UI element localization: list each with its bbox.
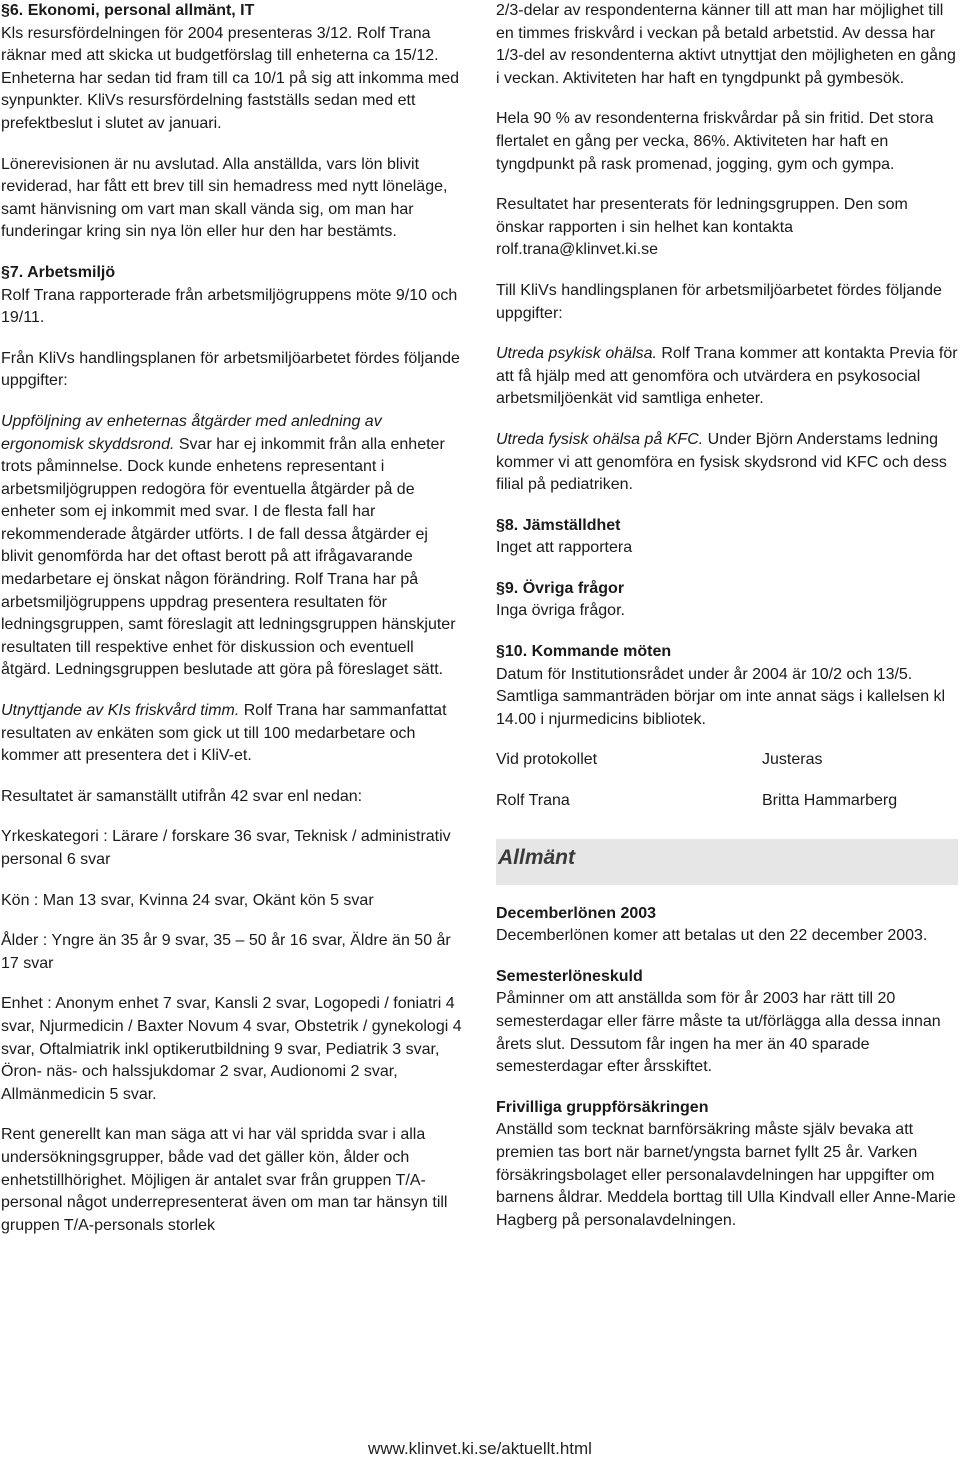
phys-body: Under Björn Anderstams ledning kommer vi att genomföra en fysisk skydsrond vid KFC och dess filial på pediatriken.	[496, 430, 947, 494]
psych-title: Utreda psykisk ohälsa.	[496, 345, 657, 363]
followup-paragraph	[1, 411, 464, 682]
salary-revision-paragraph: Lönerevisionen är nu avslutad. Alla anställda, vars lön blivit reviderad, har fått ett brev till sin hemadress med nytt löneläge, samt hänvisning om vart man skall vända sig, om man har funderingar kring sin nya lön eller hur den har bestämts.	[1, 155, 448, 241]
signature-right-name: Britta Hammarberg	[762, 792, 898, 810]
section-10-heading: §10. Kommande möten	[496, 643, 672, 661]
section-8-body: Inget att rapportera	[496, 539, 633, 557]
footer-url[interactable]: www.klinvet.ki.se/aktuellt.html	[368, 1439, 592, 1458]
december-heading: Decemberlönen 2003	[496, 904, 657, 922]
section-10-body: Datum för Institutionsrådet under år 2004 är 10/2 och 13/5. Samtliga sammanträden börjar om inte annat sägs i kallelsen kl 14.00 i njurmedicins bibliotek.	[496, 665, 946, 728]
survey-category: Yrkeskategori : Lärare / forskare 36 svar, Teknisk / administrativ personal 6 svar	[1, 828, 451, 868]
psych-paragraph	[496, 343, 958, 411]
survey-gender: Kön : Man 13 svar, Kvinna 24 svar, Okänt kön 5 svar	[1, 891, 374, 909]
signature-left-name: Rolf Trana	[496, 792, 570, 810]
section-6-heading: §6. Ekonomi, personal allmänt, IT	[1, 2, 255, 19]
right-column	[496, 0, 958, 1232]
survey-age: Ålder : Yngre än 35 år 9 svar, 35 – 50 år 16 svar, Äldre än 50 år 17 svar	[1, 932, 451, 972]
section-7-heading: §7. Arbetsmiljö	[1, 263, 116, 281]
survey-unit: Enhet : Anonym enhet 7 svar, Kansli 2 svar, Logopedi / foniatri 4 svar, Njurmedicin / Baxter Novum 4 svar, Obstetrik / gynekologi 4 svar, Oftalmiatrik inkl optikerutbildning 9 svar, Pediatrik 3 svar, Öron- näs- och halssjukdomar 2 svar, Audionomi 2 svar, Allmänmedicin 5 svar.	[1, 995, 462, 1103]
insurance-body: Anställd som tecknat barnförsäkring måste själv bevaka att premien tas bort när barnet/yngsta barnet fyllt 25 år. Varken försäkringsbolaget eller personalavdelningen har uppgifter om barnens åldrar. Meddela borttag till Ulla Kindvall eller Anne-Marie Hagberg på personalavdelningen.	[496, 1121, 956, 1229]
wellness-title: Utnyttjande av KIs friskvård timm.	[1, 702, 240, 720]
signature-labels	[496, 749, 958, 772]
survey-spread: Rent generellt kan man säga att vi har väl spridda svar i alla undersökningsgrupper, både vad det gäller kön, ålder och enhetstillhörighet. Möjligen är antalet svar från gruppen T/A-personal något underrepresenterat även om man tar hänsyn till gruppen T/A-personals storlek	[1, 1126, 448, 1234]
section-banner	[496, 839, 958, 885]
section-9-body: Inga övriga frågor.	[496, 602, 625, 620]
followup-body: Svar har ej inkommit från alla enheter trots påminnelse. Dock kunde enhetens representant i arbetsmiljögruppen redogöra för eventuella åtgärder på de enheter som ej inkommit med svar. I de flesta fall har rekommenderade åtgärder utförts. I de fall dessa åtgärder ej blivit genomförda har det oftast berott på att ifrågavarande medarbetare ej önskat någon förändring. Rolf Trana har på arbetsmiljögruppens uppdrag presentera resultaten för ledningsgruppen, samt föreslagit att ledningsgruppen hänskjuter resultaten till respektive enhet för diskussion och eventuell åtgärd. Ledningsgruppen beslutade att göra på föreslaget sätt.	[1, 435, 456, 679]
insurance-heading: Frivilliga gruppförsäkringen	[496, 1098, 709, 1116]
banner-title: Allmänt	[498, 845, 576, 869]
phys-title: Utreda fysisk ohälsa på KFC.	[496, 430, 704, 448]
section-8-heading: §8. Jämställdhet	[496, 516, 621, 534]
psych-body: Rolf Trana kommer att kontakta Previa för att få hjälp med att genomföra och utvärdera en psykosocial arbetsmiljöenkät vid samtliga enheter.	[496, 345, 958, 408]
knowledge-paragraph: 2/3-delar av respondenterna känner till att man har möjlighet till en timmes friskvård i veckan på betald arbetstid. Av dessa har 1/3-del av resondenterna aktivt utnyttjat den möjligheten en gång i veckan. Aktiviteten har haft en tyngdpunkt på gymbesök.	[496, 2, 956, 87]
december-body: Decemberlönen komer att betalas ut den 22 december 2003.	[496, 927, 928, 945]
wellness-body: Rolf Trana har sammanfattat resultaten av enkäten som gick ut till 100 medarbetare och kommer att presentera det i KliV-et.	[1, 702, 447, 765]
left-column	[1, 0, 464, 1237]
signature-right-label: Justeras	[762, 751, 823, 769]
vacation-body: Påminner om att anställda som för år 2003 har rätt till 20 semesterdagar eller färre måste ta ut/förlägga alla dessa innan årets slut. Dessutom får ingen ha mer än 40 sparade semesterdagar efter årsskiftet.	[496, 990, 941, 1076]
leisure-paragraph: Hela 90 % av resondenterna friskvårdar på sin fritid. Det stora flertalet en gång per vecka, 86%. Aktiviteten har haft en tyngdpunkt på rask promenad, jogging, gym och gympa.	[496, 110, 934, 173]
plan-intro-paragraph: Från KliVs handlingsplanen för arbetsmiljöarbetet fördes följande uppgifter:	[1, 349, 460, 390]
followup-title: Uppföljning av enheternas åtgärder med anledning av ergonomisk skyddsrond.	[1, 412, 382, 453]
plan-intro-right: Till KliVs handlingsplanen för arbetsmiljöarbetet fördes följande uppgifter:	[496, 281, 942, 322]
section-7-body: Rolf Trana rapporterade från arbetsmiljögruppens möte 9/10 och 19/11.	[1, 286, 458, 327]
section-6-body: Kls resursfördelningen för 2004 presenteras 3/12. Rolf Trana räknar med att skicka ut budgetförslag till enheterna ca 15/12. Enheterna har sedan tid fram till ca 10/1 på sig att inkomma med synpunkter. KliVs resursfördelning fastställs sedan med ett prefektbeslut i slutet av januari.	[1, 24, 460, 132]
signature-names	[496, 790, 958, 813]
vacation-heading: Semesterlöneskuld	[496, 967, 643, 985]
section-9-heading: §9. Övriga frågor	[496, 579, 625, 597]
signature-left-label: Vid protokollet	[496, 751, 598, 769]
presented-paragraph: Resultatet har presenterats för ledningsgruppen. Den som önskar rapporten i sin helhet kan kontakta rolf.trana@klinvet.ki.se	[496, 196, 908, 259]
wellness-paragraph	[1, 700, 464, 768]
phys-paragraph	[496, 429, 958, 497]
result-intro: Resultatet är samanställt utifrån 42 svar enl nedan:	[1, 787, 363, 805]
